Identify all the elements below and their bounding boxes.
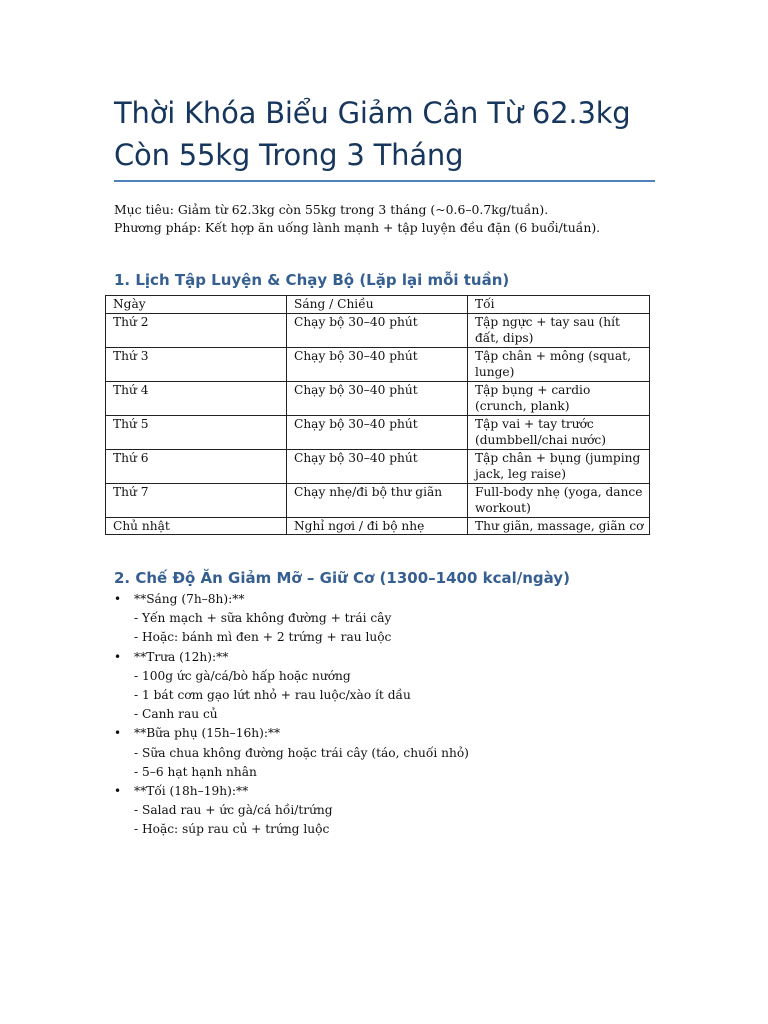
meal-item	[114, 782, 674, 840]
table-cell: Chạy bộ 30–40 phút	[287, 415, 468, 449]
table-cell: Thứ 4	[106, 381, 287, 415]
document-title: Thời Khóa Biểu Giảm Cân Từ 62.3kg Còn 55kg Trong 3 Tháng	[114, 96, 631, 172]
table-cell: Thứ 5	[106, 415, 287, 449]
table-row	[106, 347, 650, 381]
table-row	[106, 483, 650, 517]
bullet-icon: •	[114, 649, 122, 664]
meal-plan-list	[114, 590, 674, 840]
meal-food-line: - 5–6 hạt hạnh nhân	[134, 764, 257, 779]
table-row	[106, 517, 650, 535]
column-header: Tối	[468, 296, 650, 314]
intro-block	[114, 201, 674, 237]
column-header: Sáng / Chiều	[287, 296, 468, 314]
section-2-heading: 2. Chế Độ Ăn Giảm Mỡ – Giữ Cơ (1300–1400 kcal/ngày)	[114, 569, 570, 587]
table-cell: Tập vai + tay trước (dumbbell/chai nước)	[468, 415, 650, 449]
meal-food-line: - 100g ức gà/cá/bò hấp hoặc nướng	[134, 668, 351, 683]
table-cell: Thứ 6	[106, 449, 287, 483]
meal-title: **Sáng (7h–8h):**	[134, 592, 245, 606]
table-row	[106, 381, 650, 415]
table-cell: Thứ 2	[106, 313, 287, 347]
table-cell: Nghỉ ngơi / đi bộ nhẹ	[287, 517, 468, 535]
table-cell: Tập bụng + cardio (crunch, plank)	[468, 381, 650, 415]
bullet-icon: •	[114, 726, 122, 741]
table-cell: Thứ 3	[106, 347, 287, 381]
table-row	[106, 415, 650, 449]
meal-food-line: - Yến mạch + sữa không đường + trái cây	[134, 611, 392, 626]
meal-food-line: - Sữa chua không đường hoặc trái cây (táo, chuối nhỏ)	[134, 745, 469, 760]
bullet-icon: •	[114, 784, 122, 799]
table-cell: Thư giãn, massage, giãn cơ	[468, 517, 650, 535]
meal-item	[114, 724, 674, 782]
table-cell: Chạy bộ 30–40 phút	[287, 381, 468, 415]
table-cell: Tập chân + bụng (jumping jack, leg raise)	[468, 449, 650, 483]
title-underline	[114, 180, 655, 182]
column-header: Ngày	[106, 296, 287, 314]
table-row	[106, 449, 650, 483]
table-cell: Thứ 7	[106, 483, 287, 517]
training-schedule-table	[105, 295, 650, 535]
section-1-heading: 1. Lịch Tập Luyện & Chạy Bộ (Lặp lại mỗi tuần)	[114, 271, 510, 289]
table-cell: Tập chân + mông (squat, lunge)	[468, 347, 650, 381]
table-cell: Chạy bộ 30–40 phút	[287, 449, 468, 483]
bullet-icon: •	[114, 592, 122, 606]
meal-food-line: - Canh rau củ	[134, 707, 218, 722]
goal-line: Mục tiêu: Giảm từ 62.3kg còn 55kg trong 3 tháng (~0.6–0.7kg/tuần).	[114, 202, 549, 217]
meal-food-line: - Hoặc: bánh mì đen + 2 trứng + rau luộc	[134, 630, 392, 645]
meal-title: **Tối (18h–19h):**	[134, 784, 249, 799]
meal-item	[114, 648, 674, 725]
table-cell: Full-body nhẹ (yoga, dance workout)	[468, 483, 650, 517]
table-row	[106, 313, 650, 347]
table-cell: Chạy nhẹ/đi bộ thư giãn	[287, 483, 468, 517]
table-cell: Chạy bộ 30–40 phút	[287, 313, 468, 347]
table-cell: Chủ nhật	[106, 517, 287, 535]
table-cell: Tập ngực + tay sau (hít đất, dips)	[468, 313, 650, 347]
meal-item	[114, 590, 674, 648]
table-header-row	[106, 296, 650, 314]
meal-title: **Bữa phụ (15h–16h):**	[134, 726, 281, 741]
method-line: Phương pháp: Kết hợp ăn uống lành mạnh + tập luyện đều đặn (6 buổi/tuần).	[114, 220, 601, 235]
meal-title: **Trưa (12h):**	[134, 649, 229, 664]
meal-food-line: - Salad rau + ức gà/cá hồi/trứng	[134, 803, 333, 818]
meal-food-line: - 1 bát cơm gạo lứt nhỏ + rau luộc/xào ít dầu	[134, 688, 411, 703]
meal-food-line: - Hoặc: súp rau củ + trứng luộc	[134, 822, 330, 837]
table-cell: Chạy bộ 30–40 phút	[287, 347, 468, 381]
